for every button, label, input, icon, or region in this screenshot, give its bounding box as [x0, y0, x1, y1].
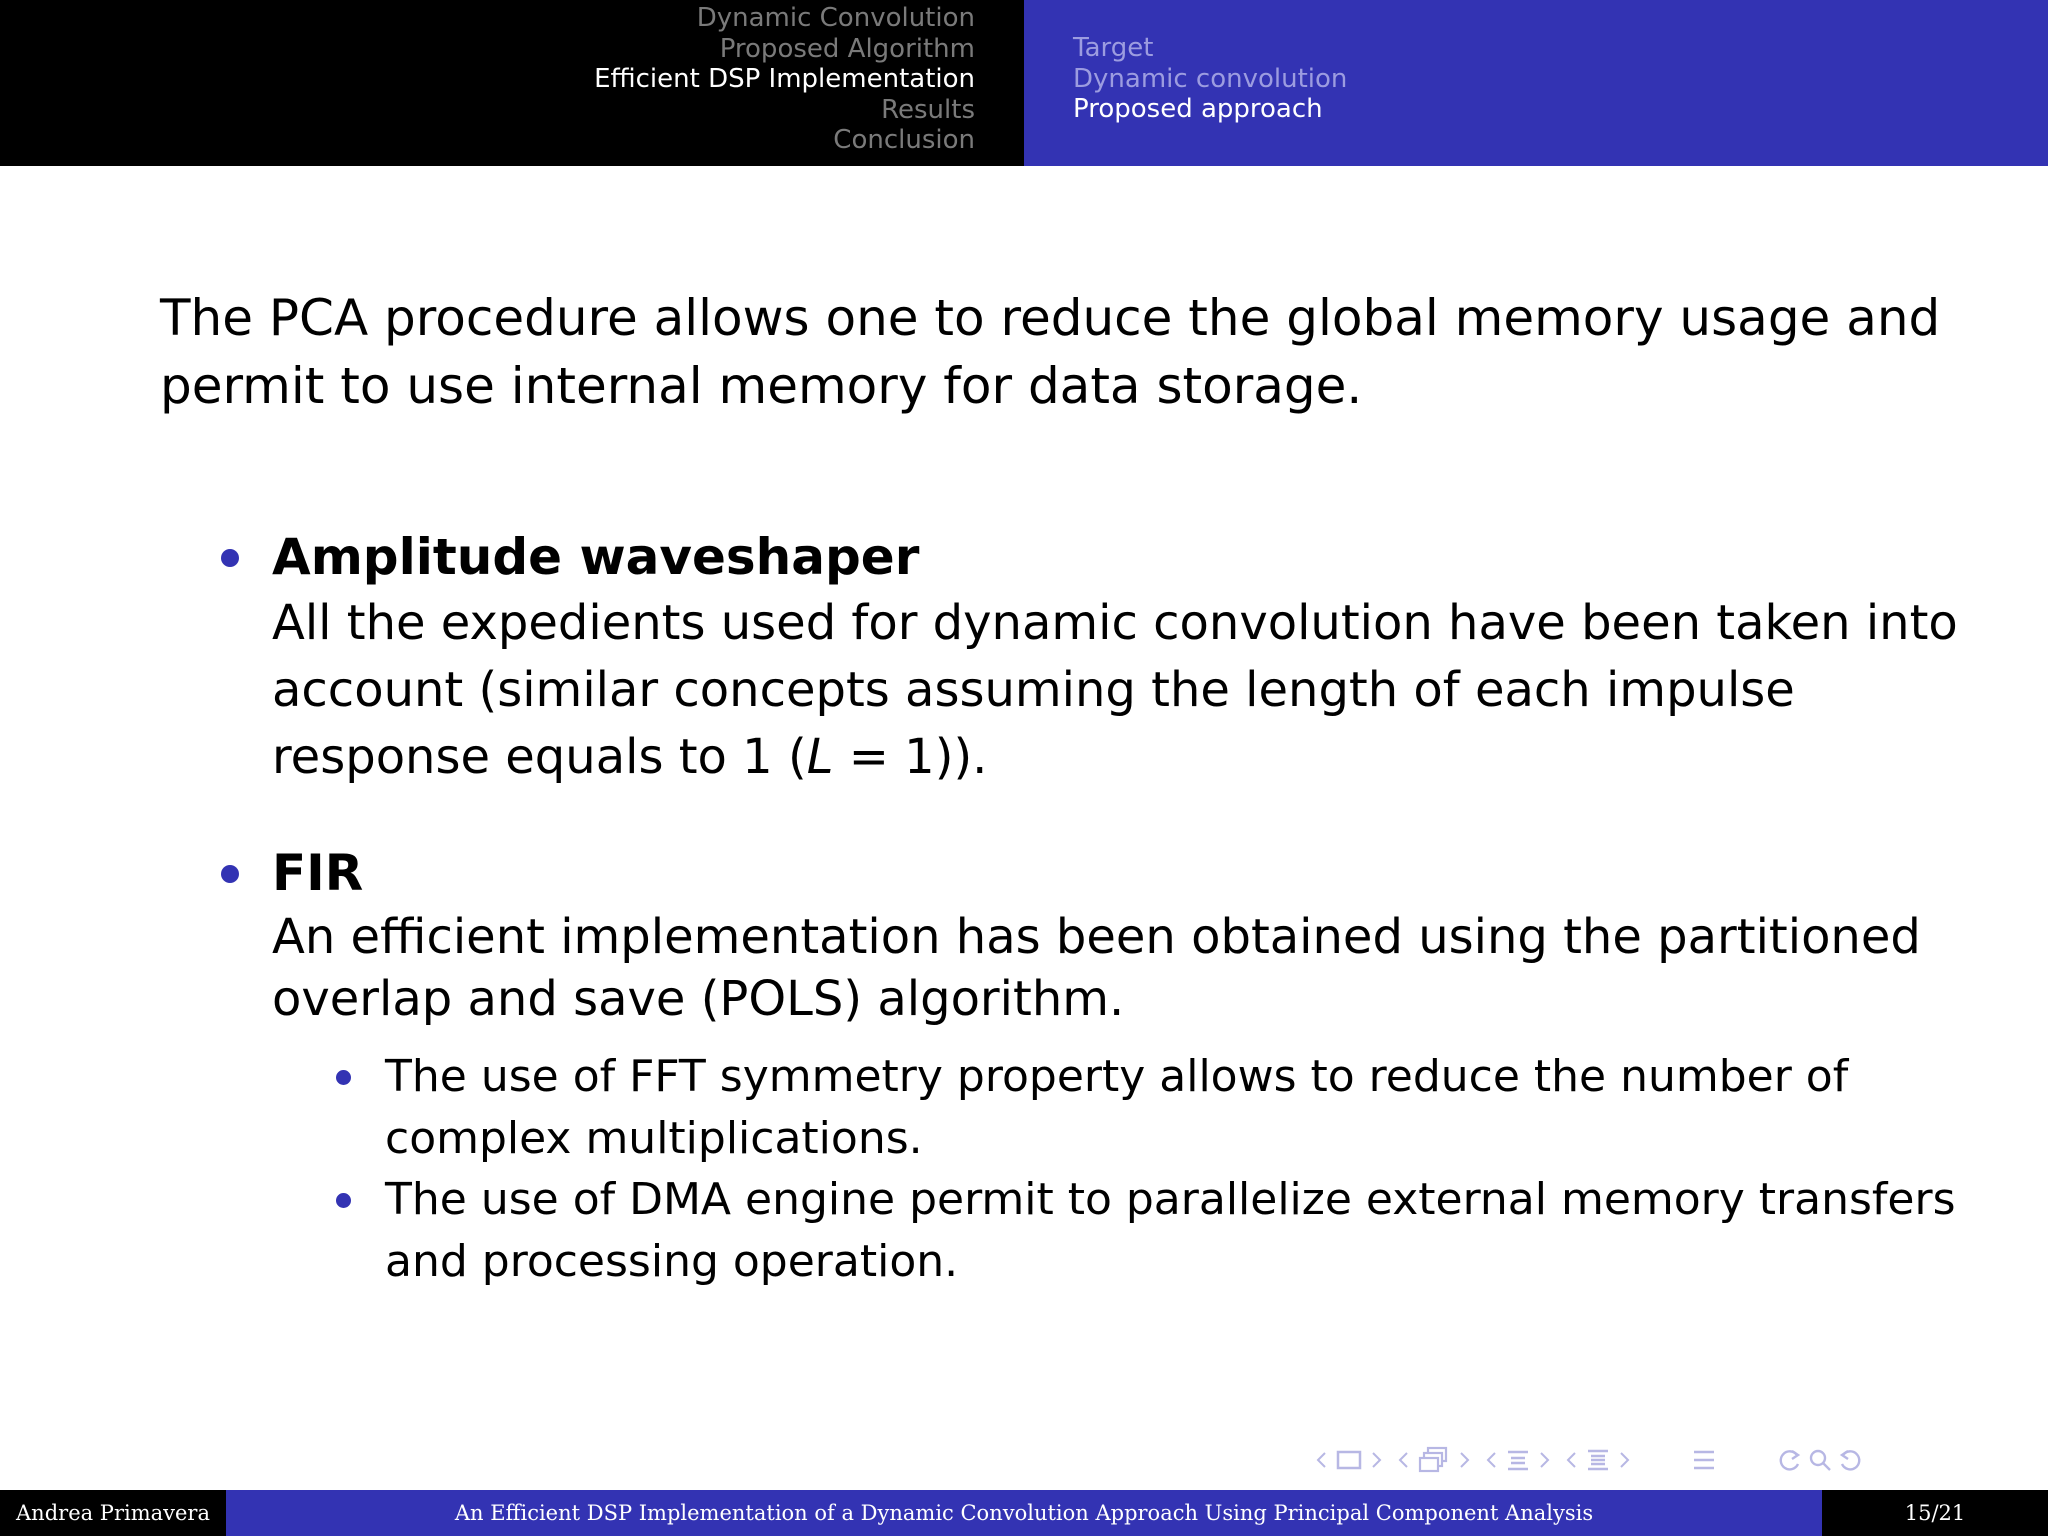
bullet-body-text-end: = 1)). — [833, 729, 988, 785]
bullet-body — [272, 590, 1992, 791]
bullet-title: Amplitude waveshaper — [272, 528, 920, 586]
bullet-fir — [272, 840, 1992, 1030]
section-nav-icon — [1505, 1448, 1531, 1472]
subsection-nav-control[interactable] — [1397, 1446, 1471, 1474]
section-link-proposed-algorithm[interactable]: Proposed Algorithm — [719, 33, 975, 64]
section-link-efficient-dsp-implementation[interactable]: Efficient DSP Implementation — [594, 64, 975, 94]
footer-title: An Efficient DSP Implementation of a Dynamic Convolution Approach Using Principal Component Analysis — [226, 1490, 1822, 1536]
header-sections-panel — [0, 0, 1024, 166]
math-variable: L — [806, 729, 834, 785]
arrow-left-icon[interactable] — [1565, 1451, 1577, 1469]
intro-paragraph: The PCA procedure allows one to reduce the global memory usage and permit to use internal memory for data storage. — [160, 289, 1941, 415]
arrow-right-icon[interactable] — [1459, 1451, 1471, 1469]
sub-bullet-fft-symmetry — [385, 1046, 2005, 1170]
redo-icon[interactable] — [1837, 1447, 1863, 1473]
appendix-icon[interactable] — [1691, 1448, 1717, 1472]
subsection-link-proposed-approach[interactable]: Proposed approach — [1073, 94, 1323, 124]
sub-bullet-dot — [336, 1070, 351, 1085]
appendix-control[interactable] — [1691, 1448, 1717, 1472]
search-control[interactable] — [1777, 1447, 1863, 1473]
bullet-body: An efficient implementation has been obtained using the partitioned overlap and save (POLS) algorithm. — [272, 909, 1921, 1027]
arrow-right-icon[interactable] — [1539, 1451, 1551, 1469]
section-link-dynamic-convolution[interactable]: Dynamic Convolution — [696, 3, 975, 33]
search-icon[interactable] — [1807, 1447, 1833, 1473]
section-nav-control[interactable] — [1485, 1448, 1551, 1472]
footer — [0, 1490, 2048, 1536]
sub-bullet-dma-engine — [385, 1169, 2005, 1293]
bullet-body-text: All the expedients used for dynamic convolution have been taken into account (similar concepts assuming the length of each impulse response equals to 1 ( — [272, 595, 1958, 785]
subsection-link-dynamic-convolution[interactable]: Dynamic convolution — [1073, 63, 1348, 94]
header-subsections-panel — [1024, 0, 2048, 166]
section-link-conclusion[interactable]: Conclusion — [833, 125, 975, 155]
frame-nav-icon — [1335, 1449, 1363, 1471]
slide-content — [0, 166, 2048, 1490]
undo-icon[interactable] — [1777, 1447, 1803, 1473]
bullet-amplitude-waveshaper — [272, 524, 1992, 791]
subsection-link-target[interactable]: Target — [1073, 33, 1154, 63]
slide-nav-control[interactable] — [1565, 1448, 1631, 1472]
arrow-left-icon[interactable] — [1315, 1451, 1327, 1469]
sub-bullet-text: The use of DMA engine permit to parallelize external memory transfers and processing operation. — [385, 1174, 1956, 1287]
bullet-dot — [221, 865, 239, 883]
navigation-symbols — [1315, 1443, 2035, 1477]
footer-author: Andrea Primavera — [0, 1490, 226, 1536]
bullet-dot — [221, 549, 239, 567]
sub-bullet-text: The use of FFT symmetry property allows to reduce the number of complex multiplications. — [385, 1051, 1849, 1164]
subsection-nav — [1073, 33, 1347, 125]
bullet-title: FIR — [272, 844, 364, 902]
section-link-results[interactable]: Results — [881, 94, 975, 125]
slide-nav-icon — [1585, 1448, 1611, 1472]
frame-nav[interactable] — [1315, 1449, 1383, 1471]
arrow-left-icon[interactable] — [1397, 1451, 1409, 1469]
footer-page-number: 15/21 — [1822, 1490, 2048, 1536]
section-nav — [594, 3, 975, 156]
subsection-nav-icon — [1417, 1446, 1451, 1474]
arrow-right-icon[interactable] — [1371, 1451, 1383, 1469]
arrow-right-icon[interactable] — [1619, 1451, 1631, 1469]
arrow-left-icon[interactable] — [1485, 1451, 1497, 1469]
sub-bullet-dot — [336, 1193, 351, 1208]
